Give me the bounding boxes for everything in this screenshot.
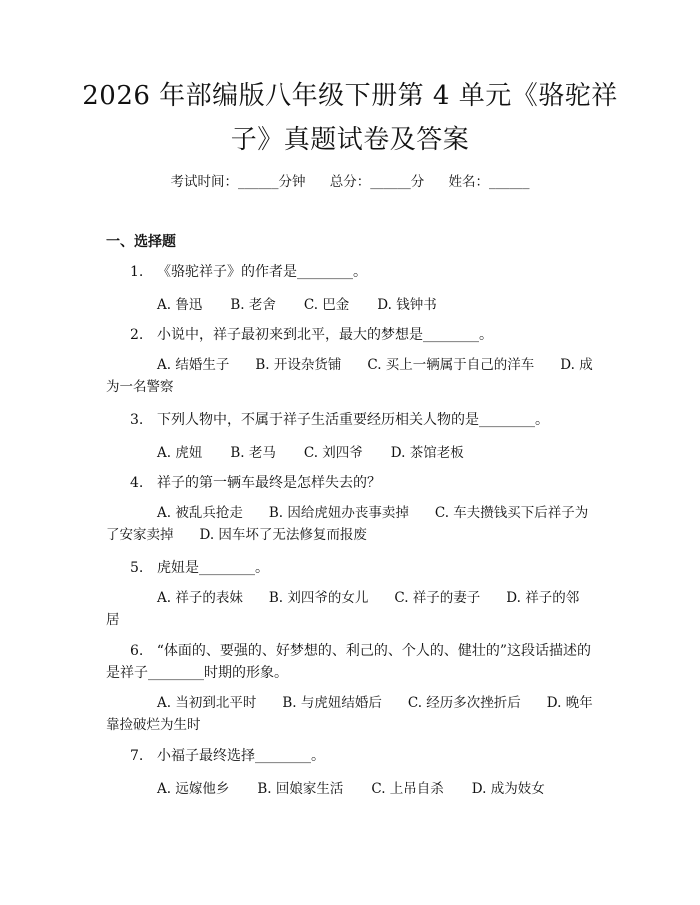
question-text: 虎妞是________。 <box>157 560 269 576</box>
option-c: C. 经历多次挫折后 <box>407 695 521 711</box>
option-b: B. 老马 <box>230 445 276 461</box>
exam-title-line-2: 子》真题试卷及答案 <box>230 125 470 155</box>
question-text: 小说中，祥子最初来到北平，最大的梦想是________。 <box>157 327 493 343</box>
total-score-field: 总分：______分 <box>329 174 425 190</box>
question-number: 3. <box>130 412 144 428</box>
option-b: B. 刘四爷的女儿 <box>268 590 369 606</box>
option-b: B. 老舍 <box>230 297 276 313</box>
question-number: 6. <box>130 643 144 659</box>
question-7 <box>130 745 325 765</box>
section-heading: 一、选择题 <box>106 234 176 250</box>
option-b: B. 因给虎妞办丧事卖掉 <box>268 505 409 521</box>
question-number: 7. <box>130 748 144 764</box>
option-c: C. 巴金 <box>303 297 350 313</box>
question-1 <box>130 261 367 281</box>
option-d: D. 因车坏了无法修复而报废 <box>199 527 367 543</box>
options-4 <box>106 502 596 546</box>
question-text: 小福子最终选择________。 <box>157 748 325 764</box>
question-5 <box>130 557 269 577</box>
option-a: A. 当初到北平时 <box>157 695 257 711</box>
question-number: 1. <box>130 264 144 280</box>
options-7 <box>157 777 573 797</box>
option-c: C. 车夫攒钱买下后祥子为了安家卖掉 <box>106 505 589 543</box>
option-c: C. 上吊自杀 <box>371 781 444 797</box>
option-a: A. 祥子的表妹 <box>157 590 243 606</box>
options-5 <box>106 587 596 631</box>
option-a: A. 虎妞 <box>157 445 203 461</box>
question-text: 《骆驼祥子》的作者是________。 <box>157 264 367 280</box>
question-text: 祥子的第一辆车最终是怎样失去的？ <box>157 475 381 491</box>
question-6 <box>106 640 600 684</box>
option-a: A. 结婚生子 <box>157 357 230 373</box>
question-number: 2. <box>130 327 144 343</box>
options-6 <box>106 692 596 736</box>
option-c: C. 买上一辆属于自己的洋车 <box>367 357 535 373</box>
option-d: D. 钱钟书 <box>377 297 437 313</box>
option-d: D. 成为一名警察 <box>106 357 593 395</box>
question-number: 5. <box>130 560 144 576</box>
question-text: “体面的、要强的、好梦想的、利己的、个人的、健壮的”这段话描述的是祥子________时期的形象。 <box>106 643 592 681</box>
option-d: D. 晚年靠捡破烂为生时 <box>106 695 593 733</box>
option-d: D. 祥子的邻居 <box>106 590 580 628</box>
options-2 <box>106 354 596 398</box>
option-a: A. 被乱兵抢走 <box>157 505 243 521</box>
exam-title-line-1: 2026 年部编版八年级下册第 4 单元《骆驼祥 <box>82 81 618 111</box>
option-b: B. 回娘家生活 <box>257 781 344 797</box>
exam-time-field: 考试时间：______分钟 <box>170 174 306 190</box>
option-b: B. 开设杂货铺 <box>255 357 342 373</box>
exam-meta <box>0 170 700 190</box>
question-2 <box>130 324 493 344</box>
option-d: D. 成为妓女 <box>471 781 545 797</box>
option-c: C. 祥子的妻子 <box>394 590 481 606</box>
option-a: A. 鲁迅 <box>157 297 203 313</box>
question-number: 4. <box>130 475 144 491</box>
option-b: B. 与虎妞结婚后 <box>282 695 382 711</box>
question-3 <box>130 409 549 429</box>
question-text: 下列人物中，不属于祥子生活重要经历相关人物的是________。 <box>157 412 549 428</box>
option-a: A. 远嫁他乡 <box>157 781 230 797</box>
student-name-field: 姓名：______ <box>448 174 530 190</box>
option-c: C. 刘四爷 <box>303 445 363 461</box>
question-4 <box>130 472 381 492</box>
options-1 <box>157 293 465 313</box>
option-d: D. 茶馆老板 <box>390 445 464 461</box>
options-3 <box>157 441 492 461</box>
